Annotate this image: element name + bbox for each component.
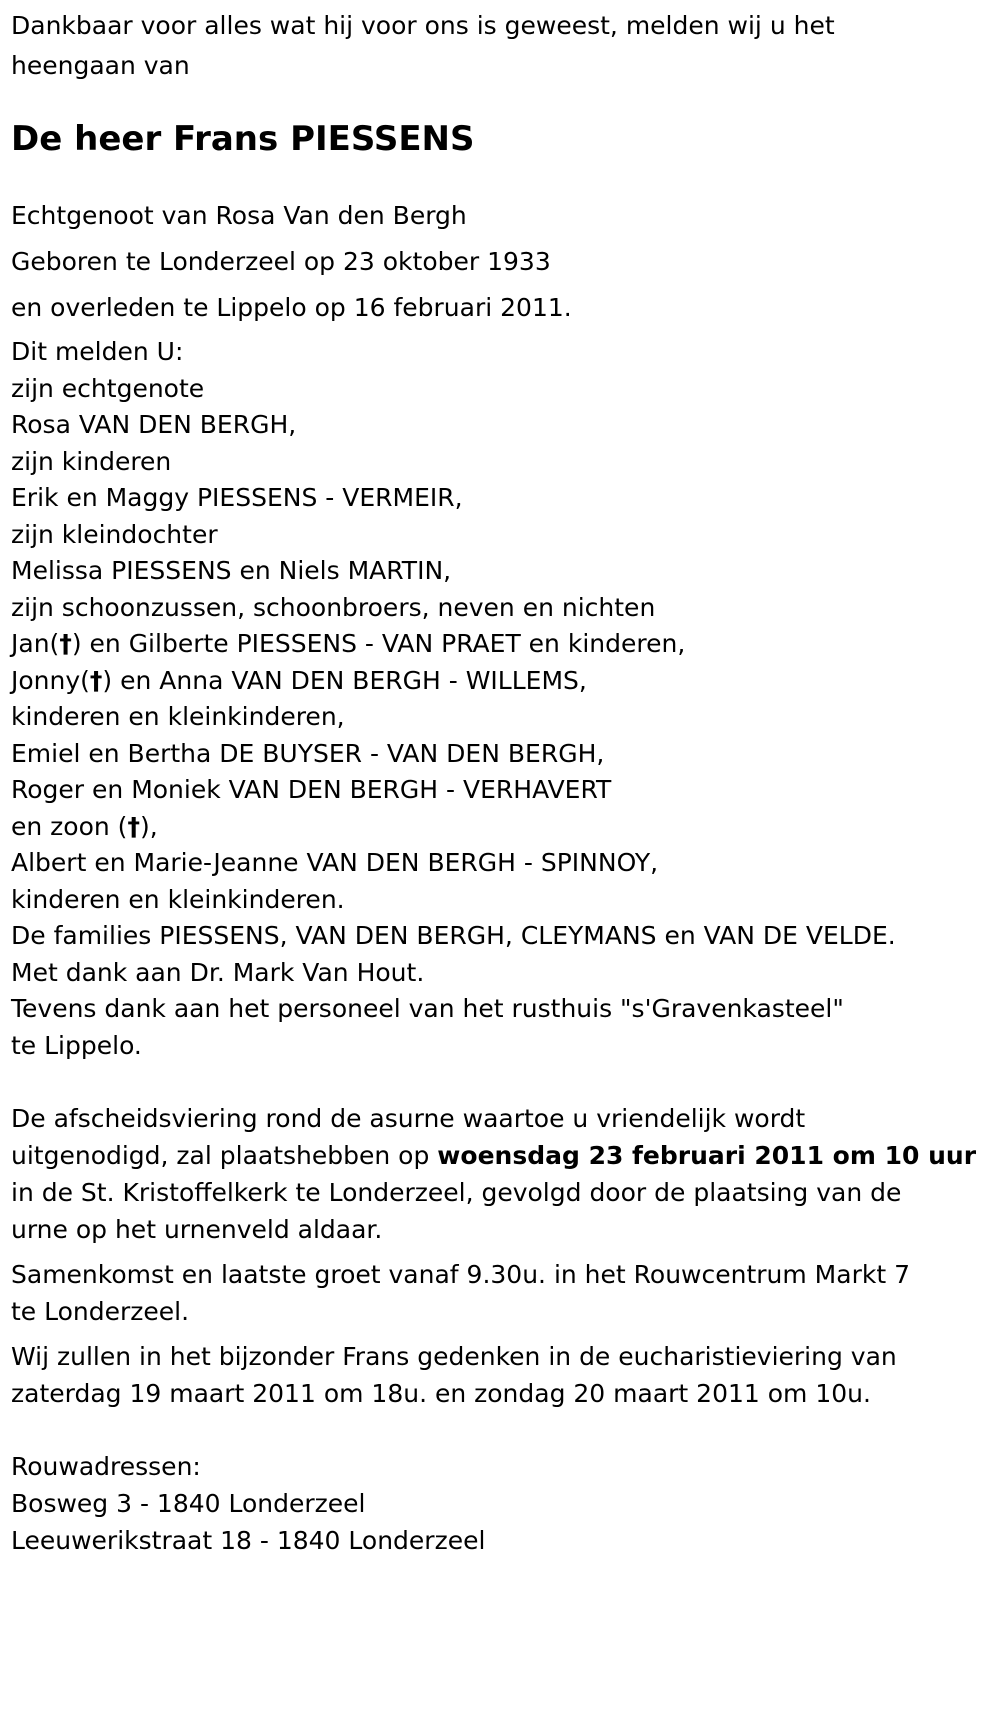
service-line-2-text: uitgenodigd, zal plaatshebben op <box>11 1141 438 1170</box>
grandkids-line-1: kinderen en kleinkinderen, <box>11 702 345 731</box>
spouse-name: Rosa VAN DEN BERGH, <box>11 410 297 439</box>
remembrance-paragraph: Wij zullen in het bijzonder Frans gedenken in de eucharistieviering van zaterdag 19 maart 2011 om 18u. en zondag 20 maart 2011 om 10u. <box>11 1342 897 1408</box>
granddaughter-label: zijn kleindochter <box>11 519 218 549</box>
deceased-name-title: De heer Frans PIESSENS <box>11 119 475 159</box>
inlaws-label: zijn schoonzussen, schoonbroers, neven en nichten <box>11 592 656 622</box>
thanks-doctor: Met dank aan Dr. Mark Van Hout. <box>11 957 425 987</box>
service-line-2 <box>11 1137 993 1174</box>
fact-spouse: Echtgenoot van Rosa Van den Bergh <box>11 201 467 230</box>
children-names: Erik en Maggy PIESSENS - VERMEIR, <box>11 483 463 512</box>
spouse-label: zijn echtgenote <box>11 373 205 403</box>
families-line: De families PIESSENS, VAN DEN BERGH, CLEYMANS en VAN DE VELDE. <box>11 921 896 950</box>
jan-name: Jan <box>11 629 50 658</box>
intro-line-1: Dankbaar voor alles wat hij voor ons is geweest, melden wij u het <box>11 11 835 40</box>
fact-born: Geboren te Londerzeel op 23 oktober 1933 <box>11 247 551 276</box>
family-line-zoon: en zoon (†), <box>11 811 158 841</box>
obituary-document <box>11 6 993 1559</box>
children-label: zijn kinderen <box>11 446 172 476</box>
service-date-time: woensdag 23 februari 2011 om 10 uur <box>437 1141 977 1170</box>
zoon-post: , <box>149 811 158 841</box>
addresses-label: Rouwadressen: <box>11 1452 201 1481</box>
addresses-block <box>11 1448 993 1559</box>
family-heading: Dit melden U: <box>11 337 184 366</box>
service-paragraph <box>11 1100 993 1248</box>
service-rest: in de St. Kristoffelkerk te Londerzeel, gevolgd door de plaatsing van de urne op het urnenveld aldaar. <box>11 1178 902 1244</box>
zoon-pre: en zoon <box>11 811 110 841</box>
granddaughter-names: Melissa PIESSENS en Niels MARTIN, <box>11 556 452 585</box>
jonny-name: Jonny <box>11 665 81 695</box>
thanks-staff: Tevens dank aan het personeel van het rusthuis "s'Gravenkasteel" te Lippelo. <box>11 994 844 1060</box>
intro-line-2: heengaan van <box>11 51 190 80</box>
grandkids-line-2: kinderen en kleinkinderen. <box>11 884 345 914</box>
cross-icon: † <box>89 665 103 695</box>
family-line-emiel: Emiel en Bertha DE BUYSER - VAN DEN BERGH, <box>11 738 605 768</box>
family-line-jan: Jan(†) en Gilberte PIESSENS - VAN PRAET en kinderen, <box>11 629 686 658</box>
fact-died: en overleden te Lippelo op 16 februari 2011. <box>11 293 572 322</box>
cross-icon: † <box>127 811 140 841</box>
address-item: Bosweg 3 - 1840 Londerzeel <box>11 1489 366 1518</box>
gathering-paragraph: Samenkomst en laatste groet vanaf 9.30u. in het Rouwcentrum Markt 7 te Londerzeel. <box>11 1260 910 1326</box>
cross-icon: † <box>59 629 72 658</box>
family-line-roger: Roger en Moniek VAN DEN BERGH - VERHAVERT <box>11 775 612 804</box>
jonny-rest: en Anna VAN DEN BERGH - WILLEMS, <box>120 665 587 695</box>
service-line-1: De afscheidsviering rond de asurne waartoe u vriendelijk wordt <box>11 1104 806 1133</box>
address-item: Leeuwerikstraat 18 - 1840 Londerzeel <box>11 1526 486 1555</box>
family-line-albert: Albert en Marie-Jeanne VAN DEN BERGH - SPINNOY, <box>11 848 659 877</box>
family-list <box>11 334 993 1064</box>
jan-rest: en Gilberte PIESSENS - VAN PRAET en kinderen, <box>89 629 686 658</box>
family-line-jonny: Jonny(†) en Anna VAN DEN BERGH - WILLEMS, <box>11 665 587 695</box>
